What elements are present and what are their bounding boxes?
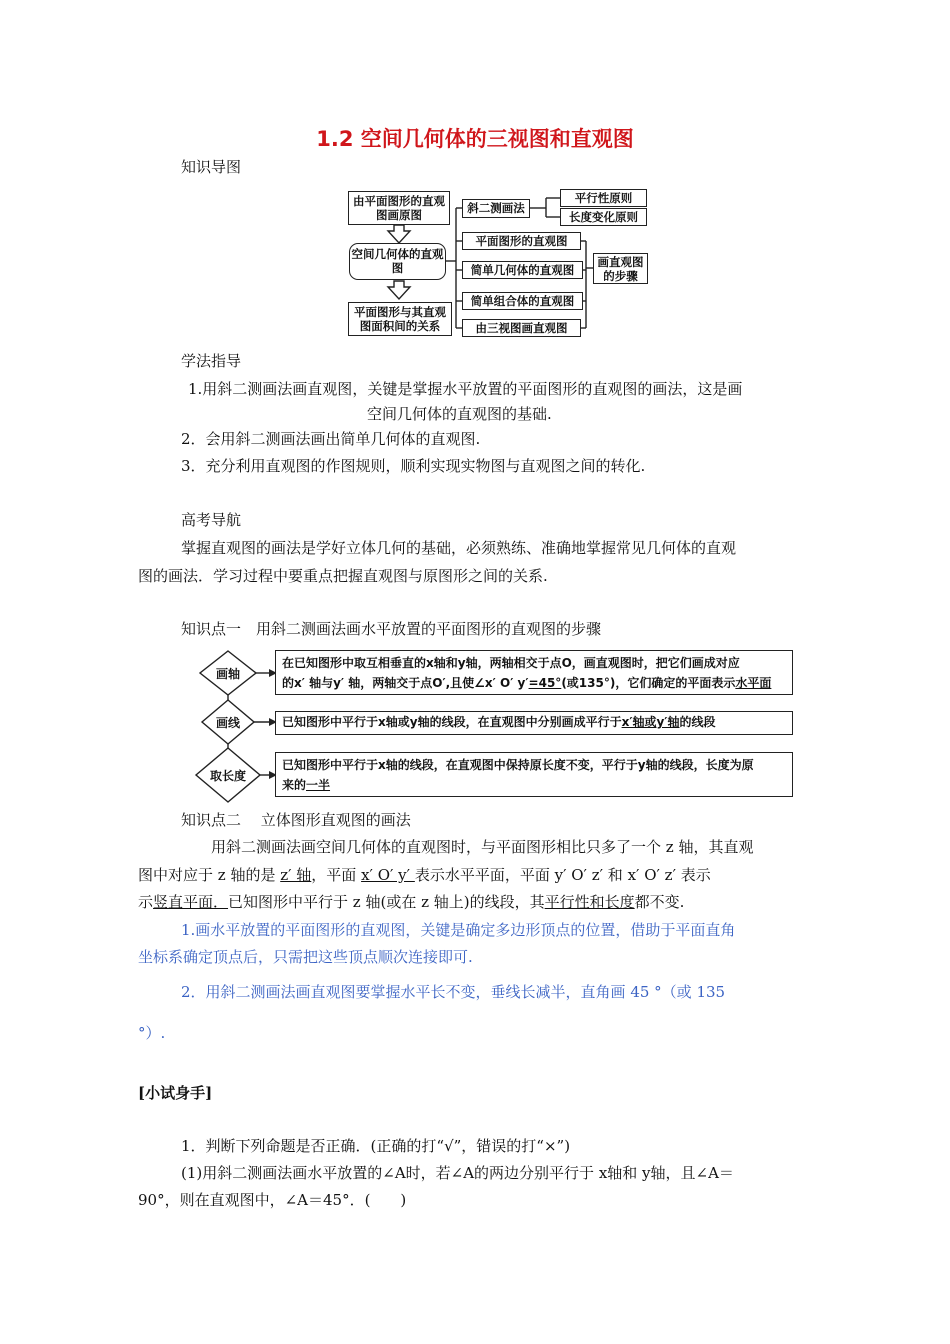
point2-heading: 知识点二 立体图形直观图的画法 xyxy=(181,811,411,829)
node-from-three-view: 由三视图画直观图 xyxy=(462,319,581,337)
knowledge-map-heading: 知识导图 xyxy=(181,158,242,176)
tip2-line2: °）. xyxy=(138,1024,166,1042)
exam-guide-line1: 掌握直观图的画法是学好立体几何的基础，必须熟练、准确地掌握常见几何体的直观 xyxy=(181,539,737,557)
tip2-line1: 2．用斜二测画法画直观图要掌握水平长不变，垂线长减半，直角画 45 °（或 135 xyxy=(181,983,726,1001)
step-axis-box xyxy=(275,650,793,695)
practice-heading: [小试身手] xyxy=(138,1084,213,1102)
node-parallel: 平行性原则 xyxy=(560,189,647,207)
step-axis-line2: 的x′ 轴与y′ 轴，两轴交于点O′,且使∠x′ O′ y′=45°(或135°)，它们确定的平面表示水平面 xyxy=(282,676,772,690)
step-line-label: 画线 xyxy=(215,716,240,730)
study-guide-heading: 学法指导 xyxy=(181,352,242,370)
node-combo-solid: 简单组合体的直观图 xyxy=(462,292,583,310)
point2-line2: 图中对应于 z 轴的是 z′ 轴，平面 x′ O′ y′ 表示水平平面，平面 y′ O′ z′ 和 x′ O′ z′ 表示 xyxy=(138,866,711,884)
node-plane-fig: 平面图形的直观图 xyxy=(462,232,581,250)
study-guide-item1-line1: 1.用斜二测画法画直观图，关键是掌握水平放置的平面图形的直观图的画法，这是画 xyxy=(188,380,743,398)
node-from-plane: 由平面图形的直观图画原图 xyxy=(348,191,450,225)
point2-line3: 示竖直平面．已知图形中平行于 z 轴(或在 z 轴上)的线段，其平行性和长度都不变. xyxy=(138,893,685,911)
step-axis-line1: 在已知图形中取互相垂直的x轴和y轴，两轴相交于点O，画直观图时，把它们画成对应 xyxy=(282,656,740,670)
step-line-line1: 已知图形中平行于x轴或y轴的线段，在直观图中分别画成平行于x′轴或y′轴的线段 xyxy=(282,715,716,729)
exam-guide-line2: 图的画法．学习过程中要重点把握直观图与原图形之间的关系. xyxy=(138,567,548,585)
study-guide-item1-line2: 空间几何体的直观图的基础. xyxy=(367,405,552,423)
node-area-relation: 平面图形与其直观图面积间的关系 xyxy=(348,302,452,336)
practice-q1: 1．判断下列命题是否正确．(正确的打“√”，错误的打“×”) xyxy=(181,1137,571,1155)
step-length-label: 取长度 xyxy=(209,769,246,783)
practice-q1-1-line1: (1)用斜二测画法画水平放置的∠A时，若∠A的两边分别平行于 x轴和 y轴，且∠A＝ xyxy=(181,1164,734,1182)
tip1-line1: 1.画水平放置的平面图形的直观图，关键是确定多边形顶点的位置，借助于平面直角 xyxy=(181,921,736,939)
step-length-box xyxy=(275,752,793,797)
node-length: 长度变化原则 xyxy=(560,208,647,226)
node-simple-solid: 简单几何体的直观图 xyxy=(462,261,583,279)
study-guide-item2: 2．会用斜二测画法画出简单几何体的直观图. xyxy=(181,430,481,448)
point1-heading: 知识点一 用斜二测画法画水平放置的平面图形的直观图的步骤 xyxy=(181,620,602,638)
exam-guide-heading: 高考导航 xyxy=(181,511,242,529)
step-length-line1: 已知图形中平行于x轴的线段，在直观图中保持原长度不变，平行于y轴的线段，长度为原 xyxy=(282,758,754,772)
step-line-box xyxy=(275,711,793,735)
tip1-line2: 坐标系确定顶点后，只需把这些顶点顺次连接即可. xyxy=(138,948,473,966)
page-title: 1.2 空间几何体的三视图和直观图 xyxy=(316,127,634,151)
step-axis-label: 画轴 xyxy=(215,667,240,681)
node-space-solid: 空间几何体的直观图 xyxy=(349,243,446,280)
node-oblique: 斜二测画法 xyxy=(462,199,530,218)
study-guide-item3: 3．充分利用直观图的作图规则，顺利实现实物图与直观图之间的转化. xyxy=(181,457,646,475)
step-length-line2: 来的一半 xyxy=(282,778,331,792)
node-steps: 画直观图的步骤 xyxy=(593,253,648,284)
point2-line1: 用斜二测画法画空间几何体的直观图时，与平面图形相比只多了一个 z 轴，其直观 xyxy=(211,838,754,856)
practice-q1-1-line2: 90°，则在直观图中，∠A＝45°．( ) xyxy=(138,1191,407,1209)
